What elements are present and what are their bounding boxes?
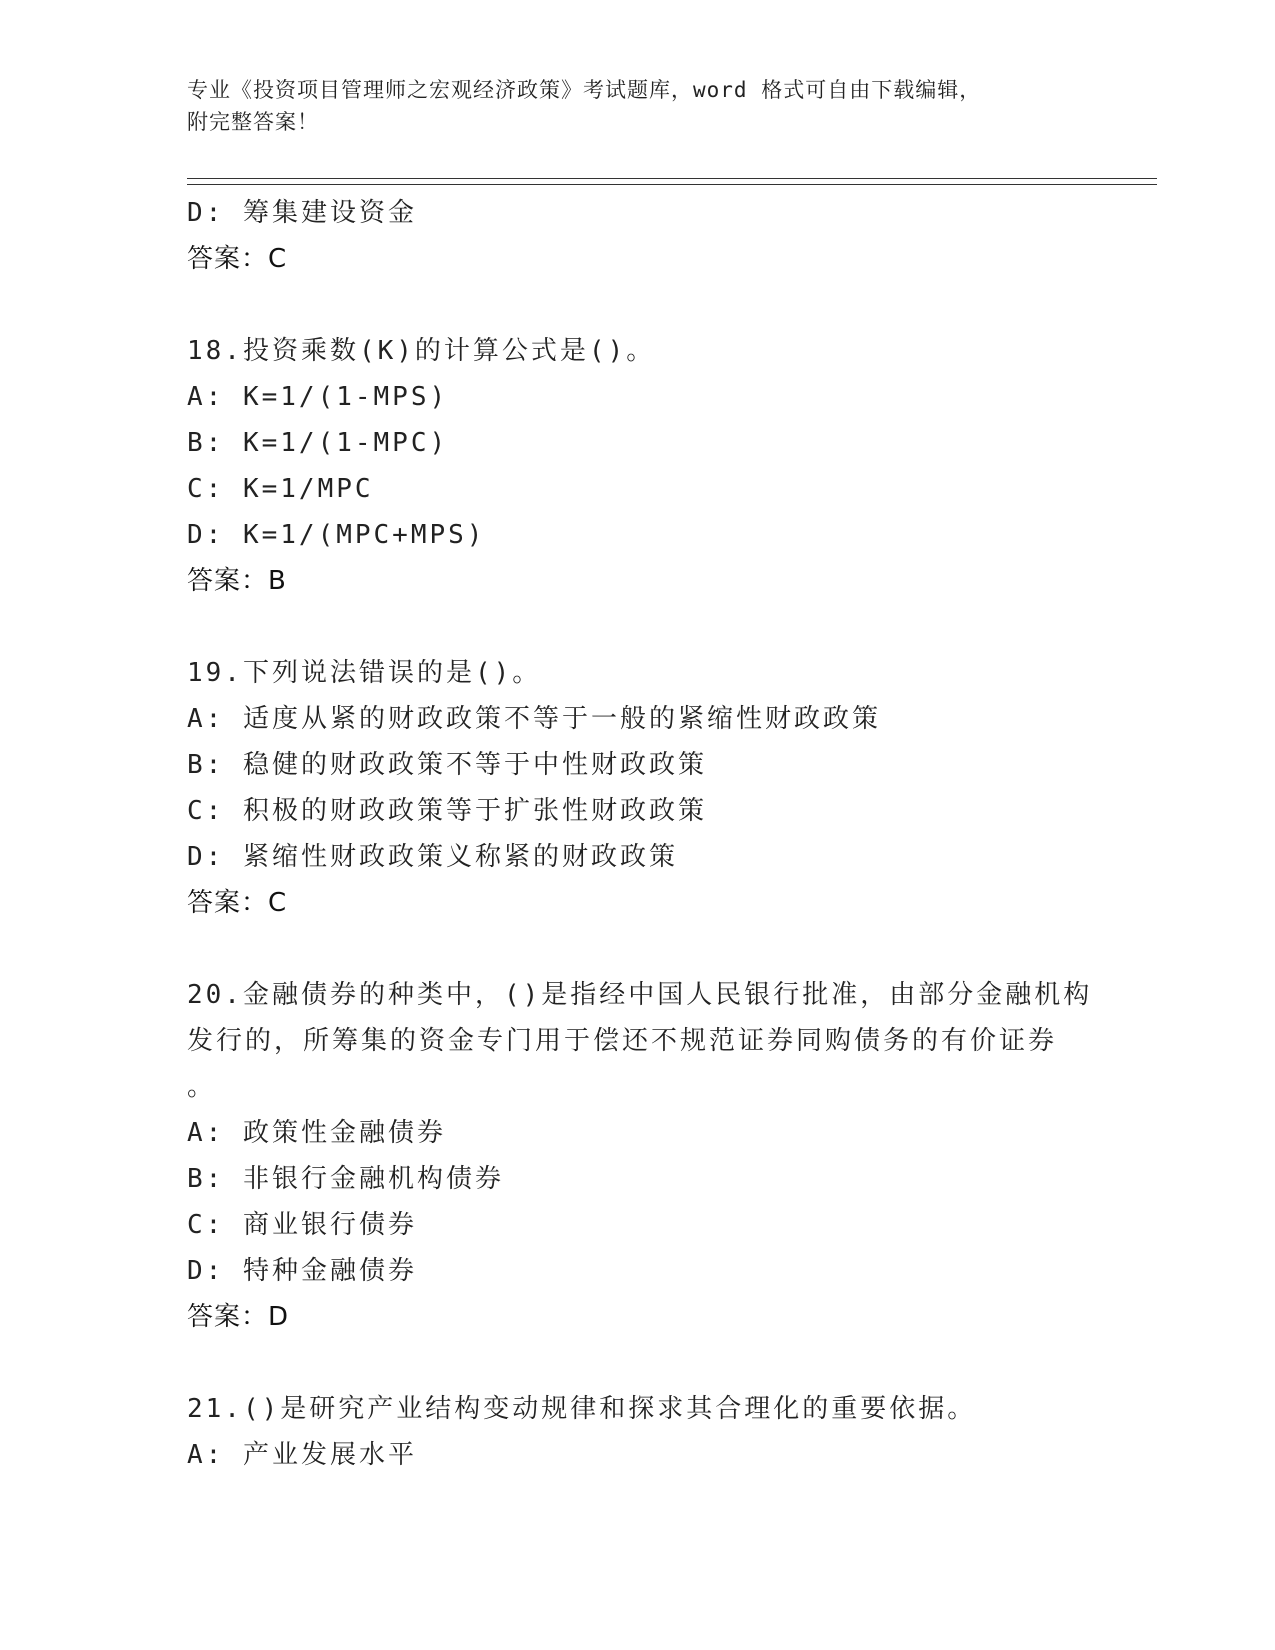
option-a: A: 政策性金融债券 xyxy=(187,1118,446,1148)
option-b: B: 非银行金融机构债券 xyxy=(187,1164,504,1194)
option-d: D: 特种金融债券 xyxy=(187,1256,417,1286)
answer-line: 答案：D xyxy=(187,1302,290,1332)
spacer xyxy=(187,1340,1157,1386)
option-d: D: K=1/(MPC+MPS) xyxy=(187,520,486,550)
header-divider xyxy=(187,178,1157,185)
document-header xyxy=(187,74,1087,138)
question-title-line-2: 发行的，所筹集的资金专门用于偿还不规范证券同购债务的有价证券 xyxy=(187,1026,1058,1056)
option-c: C: 积极的财政政策等于扩张性财政政策 xyxy=(187,796,707,826)
document-body xyxy=(187,190,1157,1478)
question-title-line-3: 。 xyxy=(187,1072,217,1102)
spacer xyxy=(187,926,1157,972)
option-a: A: K=1/(1-MPS) xyxy=(187,382,449,412)
option-a: A: 产业发展水平 xyxy=(187,1440,417,1470)
answer-line: 答案：C xyxy=(187,244,288,274)
answer-line: 答案：C xyxy=(187,888,288,918)
question-title: 18.投资乘数(K)的计算公式是()。 xyxy=(187,336,656,366)
spacer xyxy=(187,282,1157,328)
option-d: D: 紧缩性财政政策义称紧的财政政策 xyxy=(187,842,678,872)
option-b: B: 稳健的财政政策不等于中性财政政策 xyxy=(187,750,707,780)
option-c: C: K=1/MPC xyxy=(187,474,374,504)
question-title: 21.()是研究产业结构变动规律和探求其合理化的重要依据。 xyxy=(187,1394,977,1424)
answer-line: 答案：B xyxy=(187,566,287,596)
option-c: C: 商业银行债券 xyxy=(187,1210,417,1240)
spacer xyxy=(187,604,1157,650)
question-title-line-1: 20.金融债券的种类中，()是指经中国人民银行批准，由部分金融机构 xyxy=(187,980,1093,1010)
header-text-line-1: 专业《投资项目管理师之宏观经济政策》考试题库，word 格式可自由下载编辑， xyxy=(187,78,982,102)
option-a: A: 适度从紧的财政政策不等于一般的紧缩性财政政策 xyxy=(187,704,881,734)
question-title: 19.下列说法错误的是()。 xyxy=(187,658,542,688)
option-b: B: K=1/(1-MPC) xyxy=(187,428,449,458)
header-text-line-2: 附完整答案！ xyxy=(187,110,319,134)
option-d: D: 筹集建设资金 xyxy=(187,198,417,228)
